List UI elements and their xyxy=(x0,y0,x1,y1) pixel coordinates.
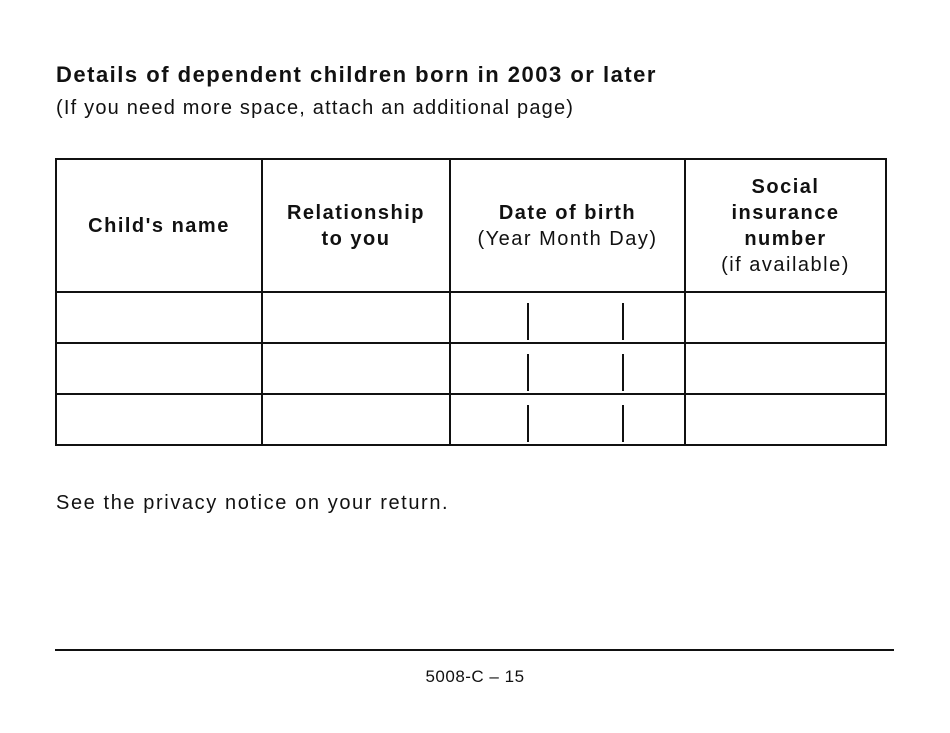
page-number: 5008-C – 15 xyxy=(425,667,525,686)
table-header-row xyxy=(56,159,886,292)
relationship-field[interactable] xyxy=(262,394,450,445)
header-dob-line1: Date of birth xyxy=(498,201,637,224)
table-row xyxy=(56,394,886,445)
month-day-divider xyxy=(622,303,624,340)
dependent-children-table xyxy=(55,158,887,446)
date-of-birth-field[interactable] xyxy=(450,394,685,445)
section-title: Details of dependent children born in 2003 or later xyxy=(56,62,657,87)
year-month-divider xyxy=(527,405,529,442)
month-day-divider xyxy=(622,354,624,391)
child-name-field[interactable] xyxy=(56,343,262,394)
year-month-divider xyxy=(527,303,529,340)
header-relationship-line1: Relationship xyxy=(286,201,425,224)
header-sin-line1: Social xyxy=(751,175,820,198)
relationship-field[interactable] xyxy=(262,292,450,343)
header-sin-line4: (if available) xyxy=(721,253,850,276)
header-sin-line2: insurance xyxy=(731,201,840,224)
header-relationship-line2: to you xyxy=(321,227,391,250)
header-social-insurance-number xyxy=(685,159,886,292)
child-name-field[interactable] xyxy=(56,394,262,445)
header-sin-line3: number xyxy=(744,227,827,250)
sin-field[interactable] xyxy=(685,394,886,445)
table-row xyxy=(56,292,886,343)
header-dob-line2: (Year Month Day) xyxy=(477,227,658,250)
date-of-birth-field[interactable] xyxy=(450,343,685,394)
footer-divider xyxy=(55,649,894,651)
month-day-divider xyxy=(622,405,624,442)
child-name-field[interactable] xyxy=(56,292,262,343)
relationship-field[interactable] xyxy=(262,343,450,394)
date-of-birth-field[interactable] xyxy=(450,292,685,343)
header-relationship xyxy=(262,159,450,292)
header-childs-name xyxy=(56,159,262,292)
table-row xyxy=(56,343,886,394)
sin-field[interactable] xyxy=(685,292,886,343)
header-date-of-birth xyxy=(450,159,685,292)
section-subtitle: (If you need more space, attach an additional page) xyxy=(56,97,575,119)
header-childs-name-label: Child's name xyxy=(88,214,230,237)
sin-field[interactable] xyxy=(685,343,886,394)
privacy-notice: See the privacy notice on your return. xyxy=(56,492,450,514)
year-month-divider xyxy=(527,354,529,391)
